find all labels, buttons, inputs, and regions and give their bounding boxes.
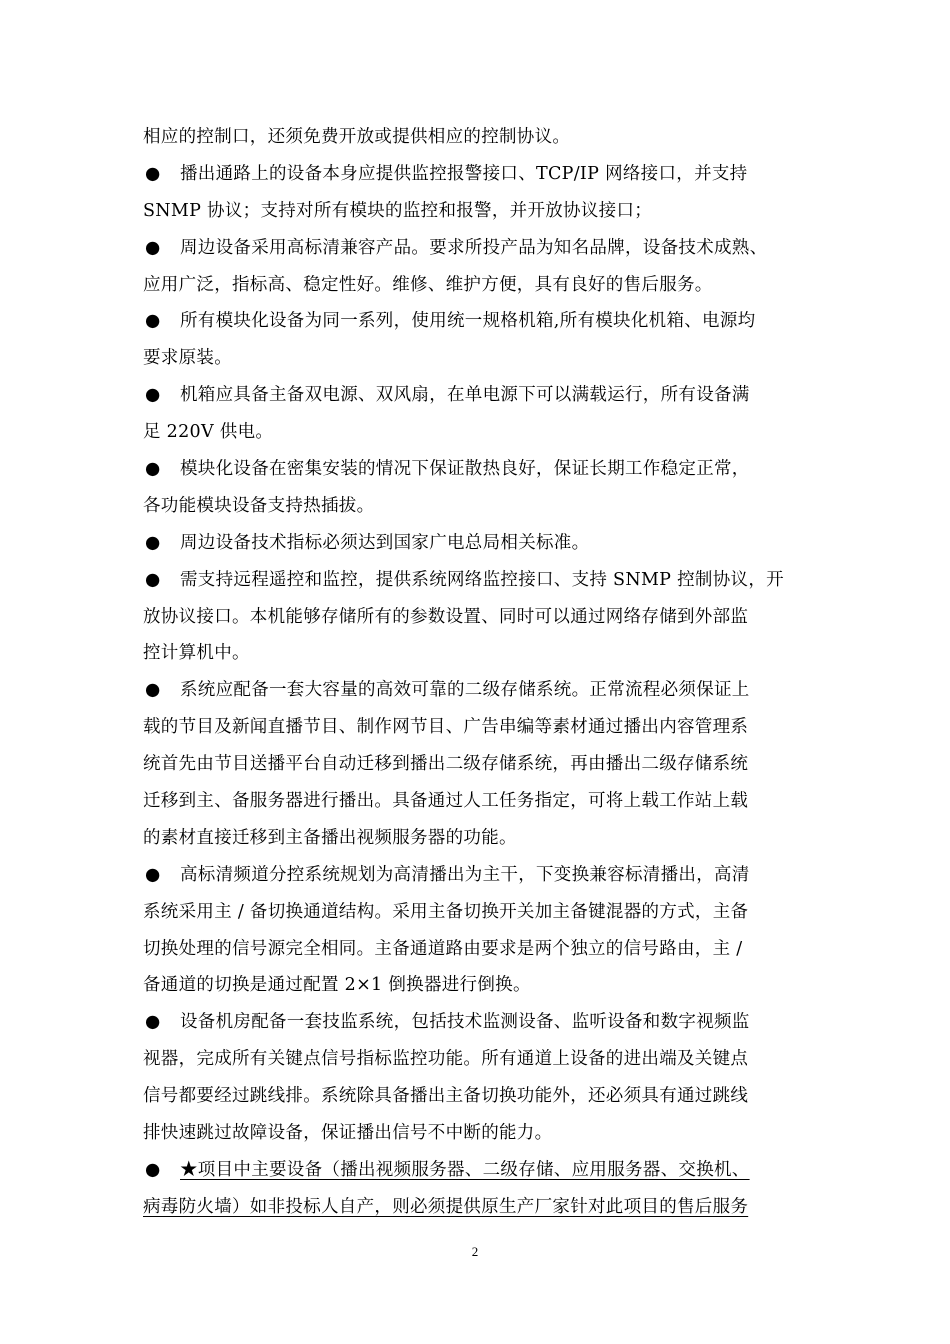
bullet-item: ● 机箱应具备主备双电源、双风扇，在单电源下可以满载运行，所有设备满 (143, 377, 803, 414)
bullet-item: ● 高标清频道分控系统规划为高清播出为主干，下变换兼容标清播出，高清 (143, 857, 803, 894)
text-line: 相应的控制口，还须免费开放或提供相应的控制协议。 (143, 127, 571, 147)
bullet-icon: ● (145, 237, 161, 258)
bullet-item: ● 所有模块化设备为同一系列，使用统一规格机箱,所有模块化机箱、电源均 (143, 303, 803, 340)
bullet-item: ● 播出通路上的设备本身应提供监控报警接口、TCP/IP 网络接口，并支持 (143, 156, 803, 193)
text-line: SNMP 协议；支持对所有模块的监控和报警，并开放协议接口； (143, 200, 653, 221)
text-line: 放协议接口。本机能够存储所有的参数设置、同时可以通过网络存储到外部监 (143, 606, 749, 627)
text-line: 要求原装。 (143, 348, 232, 369)
text-line: 切换处理的信号源完全相同。主备通道路由要求是两个独立的信号路由，主 / (143, 938, 743, 959)
text-line: 备通道的切换是通过配置 2×1 倒换器进行倒换。 (143, 975, 531, 996)
text-line (143, 1189, 803, 1226)
text-line: 应用广泛，指标高、稳定性好。维修、维护方便，具有良好的售后服务。 (143, 274, 713, 295)
bullet-icon: ● (145, 1012, 161, 1033)
bullet-item: ● 系统应配备一套大容量的高效可靠的二级存储系统。正常流程必须保证上 (143, 672, 803, 709)
bullet-item: ● 需支持远程遥控和监控，提供系统网络监控接口、支持 SNMP 控制协议，开 (143, 562, 803, 599)
text-line: 各功能模块设备支持热插拔。 (143, 495, 375, 516)
bullet-icon: ● (145, 864, 161, 885)
text-line: 排快速跳过故障设备，保证播出信号不中断的能力。 (143, 1123, 553, 1144)
text-line: 统首先由节目送播平台自动迁移到播出二级存储系统，再由播出二级存储系统 (143, 754, 749, 775)
bullet-icon: ● (145, 385, 161, 406)
bullet-icon: ● (145, 569, 161, 590)
text-line: 系统采用主 / 备切换通道结构。采用主备切换开关加主备键混器的方式，主备 (143, 901, 749, 922)
bullet-icon: ● (145, 680, 161, 701)
bullet-icon: ● (145, 311, 161, 332)
text-line: 的素材直接迁移到主备播出视频服务器的功能。 (143, 827, 517, 848)
bullet-icon: ● (145, 459, 161, 480)
text-line: 控计算机中。 (143, 643, 250, 664)
bullet-item: ● 周边设备技术指标必须达到国家广电总局相关标准。 (143, 525, 803, 562)
text-line: 载的节目及新闻直播节目、制作网节目、广告串编等素材通过播出内容管理系 (143, 717, 749, 738)
bullet-item: ● 设备机房配备一套技监系统，包括技术监测设备、监听设备和数字视频监 (143, 1004, 803, 1041)
underlined-text: 病毒防火墙）如非投标人自产，则必须提供原生产厂家针对此项目的售后服务 (143, 1196, 749, 1217)
bullet-icon: ● (145, 163, 161, 184)
bullet-item: ● 周边设备采用高标清兼容产品。要求所投产品为知名品牌，设备技术成熟、 (143, 230, 803, 267)
bullet-icon: ● (145, 1159, 161, 1180)
text-line: 足 220V 供电。 (143, 422, 274, 443)
text-line: 迁移到主、备服务器进行播出。具备通过人工任务指定，可将上载工作站上载 (143, 791, 749, 812)
underlined-text: ★项目中主要设备（播出视频服务器、二级存储、应用服务器、交换机、 (180, 1159, 750, 1180)
bullet-item: ● 模块化设备在密集安装的情况下保证散热良好，保证长期工作稳定正常， (143, 451, 803, 488)
text-line: 信号都要经过跳线排。系统除具备播出主备切换功能外，还必须具有通过跳线 (143, 1086, 749, 1107)
bullet-icon: ● (145, 532, 161, 553)
body-text (143, 119, 803, 1226)
bullet-item (143, 1152, 803, 1189)
text-line: 视器，完成所有关键点信号指标监控功能。所有通道上设备的进出端及关键点 (143, 1049, 749, 1070)
page-number: 2 (471, 1244, 479, 1259)
